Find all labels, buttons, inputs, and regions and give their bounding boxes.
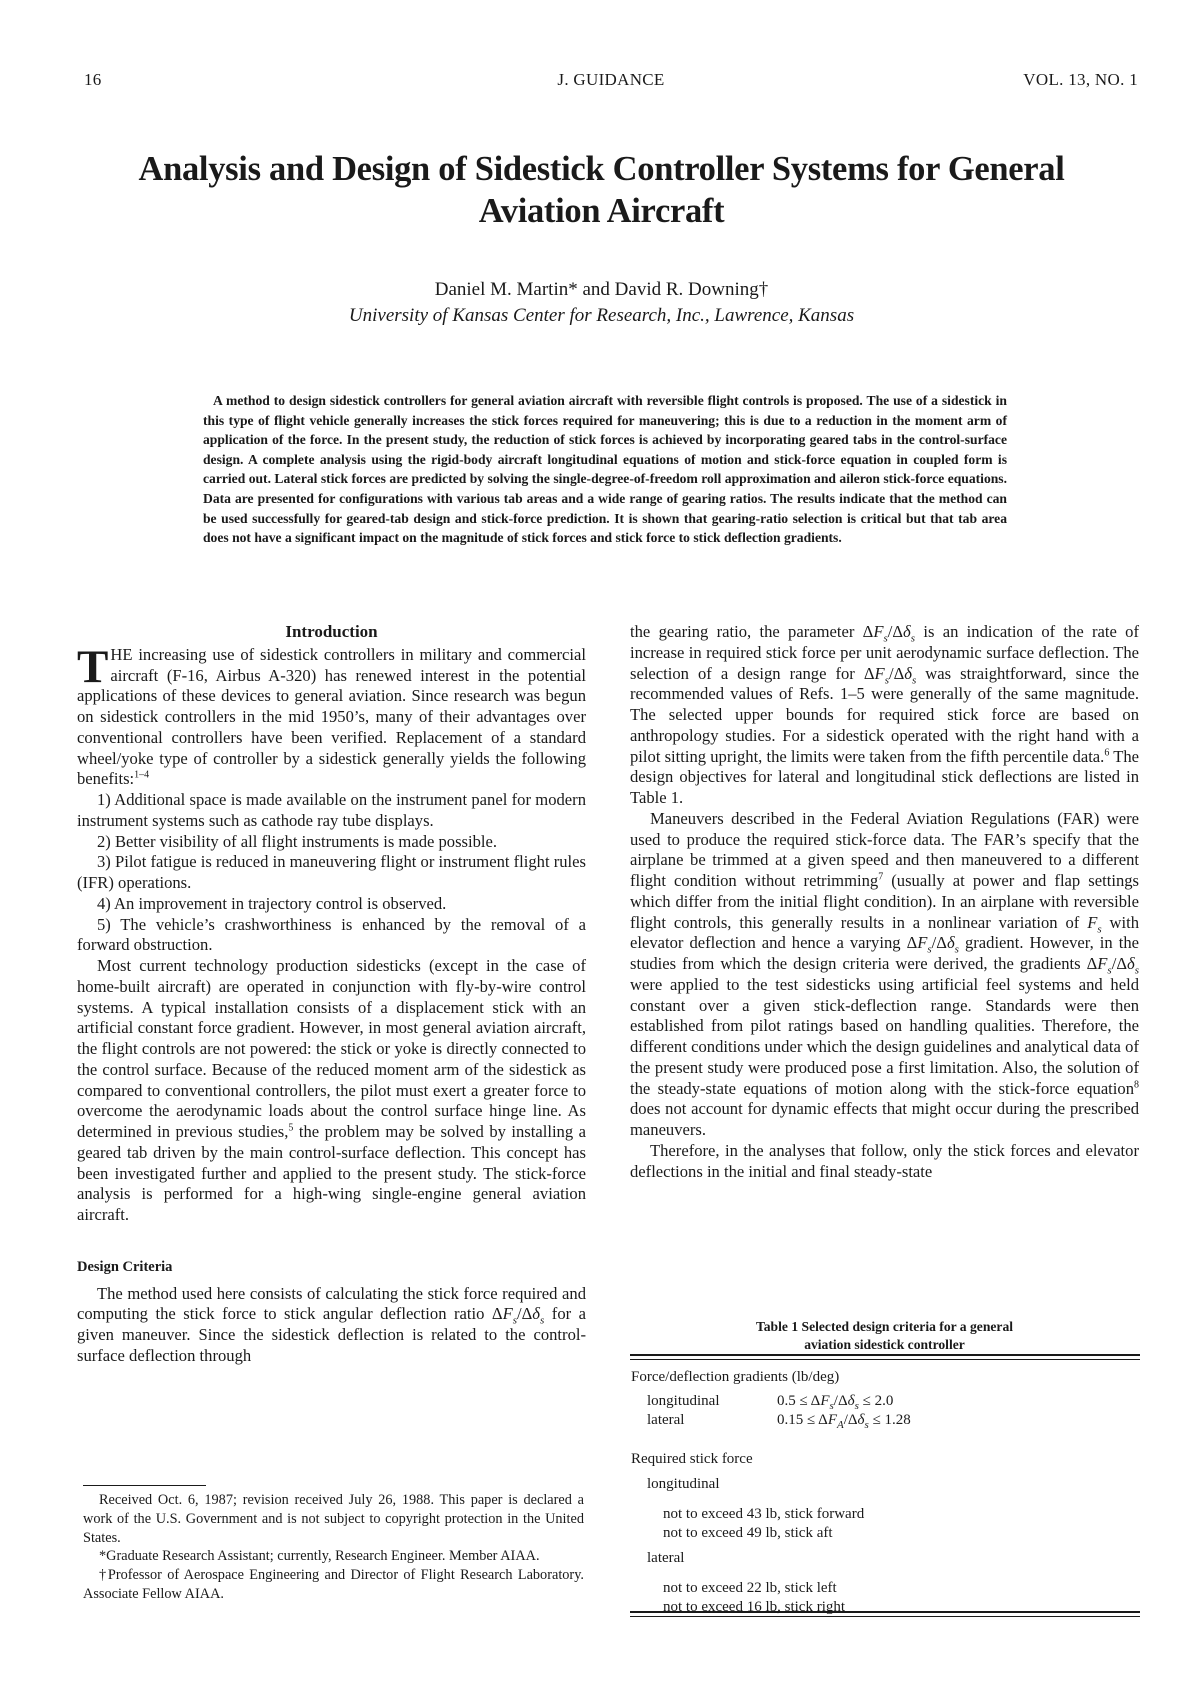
table-bottom-rule [630,1611,1140,1617]
math-ratio: $\Delta F_s/\Delta\delta_s$ [1086,954,1139,977]
running-header [84,70,1138,94]
benefit-item-5: 5) The vehicle’s crashworthiness is enhanced by the removal of a forward obstruction. [77,914,586,955]
table-subgroup-label: lateral [647,1550,685,1566]
design-criteria-paragraph-4: Therefore, in the analyses that follow, only the stick forces and elevator deflections in the initial and final steady-state [630,1140,1139,1181]
table-subgroup-label: longitudinal [647,1476,720,1492]
left-column [77,622,586,1367]
intro-paragraph-2: Most current technology production sidesticks (except in the case of home-built aircraft) are operated in conjunction with fly-by-wire control systems. A typical installation consists of a displacement stick with an artificial constant force gradient. However, in most general aviation aircraft, the flight controls are not powered: the stick or yoke is directly connected to the control surface. Because of the reduced moment arm of the sidestick as compared to conventional controllers, the pilot must exert a greater force to overcome the aerodynamic loads about the control surface hinge line. As determined in previous studies,$^5$ the problem may be solved by installing a geared tab driven by the main control-surface deflection. This concept has been investigated further and applied to the present study. The stick-force analysis is performed for a high-wing single-engine general aviation aircraft. [77,956,586,1224]
table-row: lateral $0.15 \le \Delta F_A/\Delta\delta_s \le 1.28$ [647,1412,911,1431]
citation-ref: 5 [288,1122,294,1134]
table-row: not to exceed 22 lb, stick left [663,1580,837,1596]
page-number: 16 [84,70,102,89]
table-row: not to exceed 16 lb, stick right [663,1599,846,1615]
section-heading-design-criteria: Design Criteria [77,1258,173,1275]
table-caption: Table 1 Selected design criteria for a general aviation sidestick controller [755,1319,1014,1352]
abstract: A method to design sidestick controllers for general aviation aircraft with reversible flight controls is proposed. The use of a sidestick in this type of flight vehicle generally increases the stick forces required for maneuvering; this is due to a reduction in the moment arm of application of the force. In the present study, the reduction of stick forces is achieved by incorporating geared tabs in the control-surface design. A complete analysis using the rigid-body aircraft longitudinal equations of motion and stick-force equation in coupled form is carried out. Lateral stick forces are predicted by solving the single-degree-of-freedom roll approximation and aileron stick-force equations. Data are presented for configurations with various tab areas and a wide range of gearing ratios. The results indicate that the method can be used successfully for geared-tab design and stick-force prediction. It is shown that gearing-ratio selection is critical but that tab area does not have a significant impact on the magnitude of stick forces and stick force to stick deflection gradients. [203,393,1007,546]
intro-paragraph-1: THE increasing use of sidestick controllers in military and commercial aircraft (F-16, Airbus A-320) has renewed interest in the potential applications of these devices to general aviation. Since research was begun on sidestick controllers in the mid 1950’s, many of their advantages over conventional controllers have been verified. Replacement of a standard wheel/yoke type of controller by a sidestick generally yields the following benefits:$^{1-4}$ [77,640,586,789]
design-criteria-paragraph-2: the gearing ratio, the parameter $\Delta F_s/\Delta\delta_s$ is an indication of the rate of increase in required stick force per unit aerodynamic surface deflection. The selection of a design range for $\Delta F_s/\Delta\delta_s$ was straightforward, since the recommended values of Refs. 1–5 were generally of the same magnitude. The selected upper bounds for required stick force are based on anthropology studies. For a sidestick operated with the right hand with a pilot sitting upright, the limits were taken from the fifth percentile data.$^6$ The design objectives for lateral and longitudinal stick deflections are listed in Table 1. [630,622,1139,807]
citation-ref: 8 [1134,1078,1139,1090]
benefit-item-4: 4) An improvement in trajectory control is observed. [97,893,447,913]
table-group-label: Force/deflection gradients (lb/deg) [631,1369,840,1385]
citation-ref: 1–4 [134,769,150,781]
right-column [630,622,1139,1182]
footnote-divider [83,1485,206,1486]
footnote-author-1: *Graduate Research Assistant; currently, Research Engineer. Member AIAA. [99,1548,540,1565]
volume-issue: VOL. 13, NO. 1 [1023,70,1138,89]
table-row: longitudinal $0.5 \le \Delta F_s/\Delta\delta_s \le 2.0$ [647,1393,894,1412]
title-line-1: Analysis and Design of Sidestick Controller Systems for General [138,150,1065,188]
affiliation: University of Kansas Center for Research, Inc., Lawrence, Kansas [348,305,855,326]
footnotes [83,1491,584,1604]
math-Fs: $F_s$ [1087,912,1102,935]
table-group-label: Required stick force [631,1451,753,1467]
benefit-item-1: 1) Additional space is made available on the instrument panel for modern instrument systems such as cathode ray tube displays. [77,790,586,830]
title-line-2: Aviation Aircraft [478,192,725,230]
benefit-item-3: 3) Pilot fatigue is reduced in maneuvering flight or instrument flight rules (IFR) operations. [77,852,586,892]
math-ratio: $\Delta F_s/\Delta\delta_s$ [863,663,917,686]
table-row: not to exceed 43 lb, stick forward [663,1506,865,1522]
paper-title [60,148,1143,232]
table-row: not to exceed 49 lb, stick aft [663,1525,833,1541]
benefit-item-2: 2) Better visibility of all flight instruments is made possible. [97,831,498,851]
journal-name: J. GUIDANCE [557,70,665,89]
footnote-author-2: †Professor of Aerospace Engineering and Director of Flight Research Laboratory. Associate Fellow AIAA. [83,1567,584,1602]
math-ratio: $\Delta F_s/\Delta\delta_s$ [491,1304,545,1327]
table-1 [631,1368,1140,1617]
math-ratio: $\Delta F_s/\Delta\delta_s$ [862,622,916,645]
footnote-received: Received Oct. 6, 1987; revision received July 26, 1988. This paper is declared a work of the U.S. Government and is not subject to copyright protection in the United States. [83,1492,584,1546]
citation-ref: 7 [878,871,884,883]
citation-ref: 6 [1104,746,1110,758]
authors: Daniel M. Martin* and David R. Downing† [434,279,769,300]
section-heading-introduction: Introduction [285,622,378,641]
design-criteria-paragraph-3: Maneuvers described in the Federal Aviation Regulations (FAR) were used to produce the required stick-force data. The FAR’s specify that the airplane be trimmed at a given speed and then maneuvered to a different flight condition without retrimming$^7$ (usually at power and flap settings which differ from the initial flight condition). In an airplane with reversible flight controls, this generally results in a nonlinear variation of $F_s$ with elevator deflection and hence a varying $\Delta F_s/\Delta\delta_s$ gradient. However, in the studies from which the design criteria were derived, the gradients $\Delta F_s/\Delta\delta_s$ were applied to the test sidesticks using artificial feel systems and held constant over a given stick-deflection range. Standards were then established from pilot ratings based on handling qualities. Therefore, the different conditions under which the design guidelines and analytical data of the present study were produced pose a first limitation. Also, the solution of the steady-state equations of motion along with the stick-force equation$^8$ does not account for dynamic effects that might occur during the prescribed maneuvers. [630,808,1139,1139]
math-ratio: $\Delta F_s/\Delta\delta_s$ [906,933,959,956]
design-criteria-paragraph-1: The method used here consists of calculating the stick force required and computing the stick force to stick angular deflection ratio $\Delta F_s/\Delta\delta_s$ for a given maneuver. Since the sidestick deflection is related to the control-surface deflection through [77,1283,587,1365]
table-top-rule [630,1354,1140,1360]
drop-cap: T [77,640,109,693]
